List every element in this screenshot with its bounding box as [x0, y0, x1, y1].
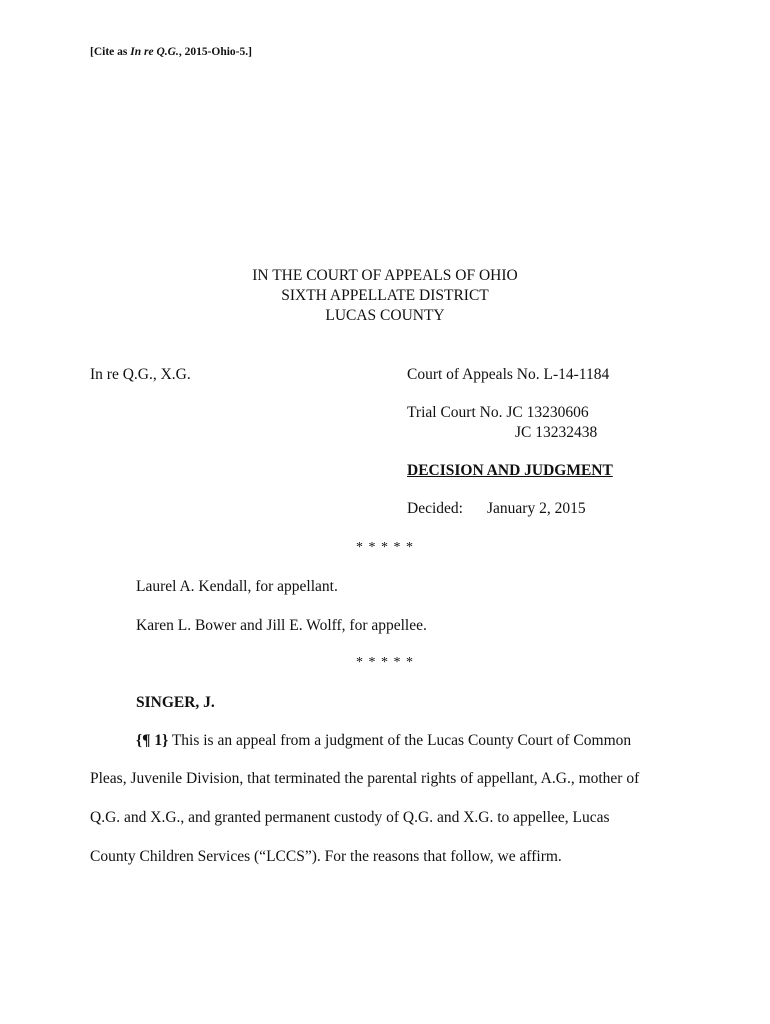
county-name: LUCAS COUNTY — [325, 307, 445, 324]
trial-court-number: Trial Court No. JC 13230606 — [407, 404, 589, 421]
district-name: SIXTH APPELLATE DISTRICT — [281, 287, 489, 304]
court-heading — [0, 266, 770, 326]
judge-name: SINGER, J. — [136, 694, 215, 711]
decided-label: Decided: — [407, 500, 463, 517]
citation-suffix: , 2015-Ohio-5.] — [178, 46, 252, 58]
decision-title: DECISION AND JUDGMENT — [407, 462, 613, 479]
case-name: In re Q.G., X.G. — [90, 366, 191, 383]
opinion-line-4: County Children Services (“LCCS”). For the reasons that follow, we affirm. — [90, 848, 562, 865]
citation-header — [90, 46, 252, 58]
trial-court-number-2: JC 13232438 — [515, 424, 598, 441]
counsel-appellee: Karen L. Bower and Jill E. Wolff, for appellee. — [136, 617, 427, 634]
counsel-appellant: Laurel A. Kendall, for appellant. — [136, 578, 338, 595]
separator-2: * * * * * — [356, 655, 414, 670]
opinion-line-1 — [136, 732, 631, 750]
opinion-line-3: Q.G. and X.G., and granted permanent custody of Q.G. and X.G. to appellee, Lucas — [90, 809, 610, 826]
opinion-line-2: Pleas, Juvenile Division, that terminated the parental rights of appellant, A.G., mother of — [90, 770, 640, 787]
citation-case-name: In re Q.G. — [130, 46, 179, 58]
citation-prefix: [Cite as — [90, 46, 131, 58]
decided-date: January 2, 2015 — [487, 500, 586, 517]
court-name: IN THE COURT OF APPEALS OF OHIO — [252, 267, 518, 284]
opinion-text-1: This is an appeal from a judgment of the Lucas County Court of Common — [168, 732, 632, 749]
appeals-number: Court of Appeals No. L-14-1184 — [407, 366, 610, 383]
separator-1: * * * * * — [356, 540, 414, 555]
paragraph-marker: {¶ 1} — [136, 732, 169, 749]
